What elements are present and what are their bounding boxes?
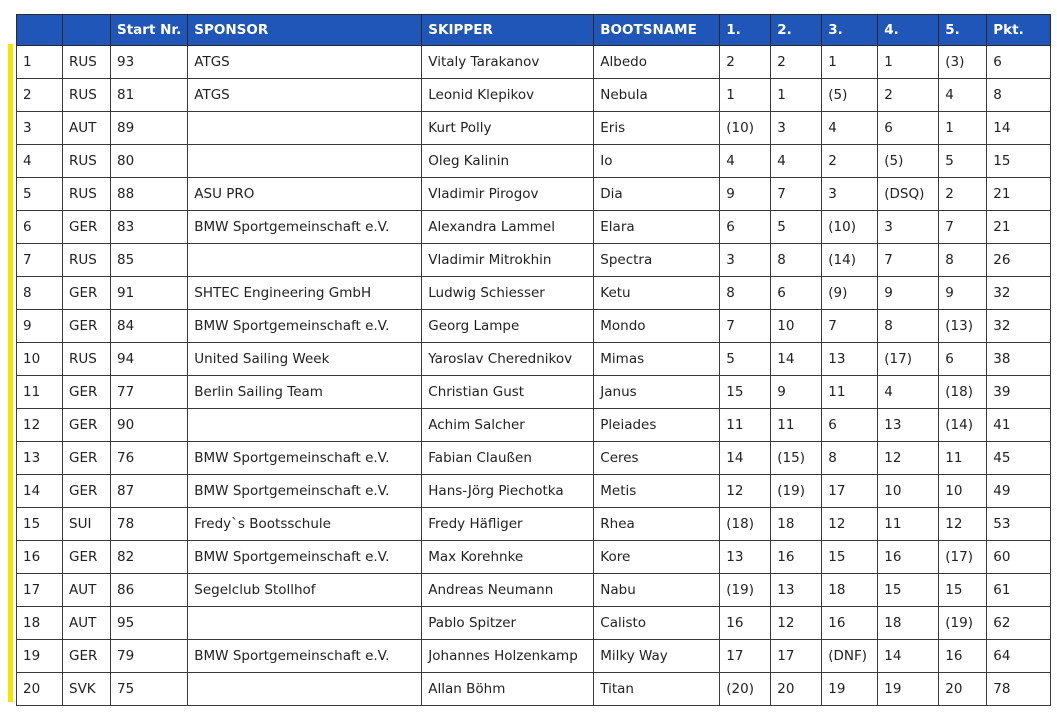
sponsor-cell: Fredy`s Bootsschule <box>188 508 422 541</box>
yellow-margin-bar <box>8 44 13 702</box>
race-3-cell: 2 <box>822 145 878 178</box>
points-cell: 78 <box>987 673 1051 706</box>
race-3-cell: 8 <box>822 442 878 475</box>
col-header-sponsor: SPONSOR <box>188 15 422 46</box>
sponsor-cell: BMW Sportgemeinschaft e.V. <box>188 541 422 574</box>
race-3-cell: 3 <box>822 178 878 211</box>
col-header-race-5: 5. <box>939 15 987 46</box>
skipper-cell: Vladimir Pirogov <box>422 178 594 211</box>
race-2-cell: 3 <box>771 112 822 145</box>
rank-cell: 7 <box>17 244 63 277</box>
race-2-cell: 8 <box>771 244 822 277</box>
points-cell: 32 <box>987 277 1051 310</box>
nation-cell: RUS <box>63 343 111 376</box>
nation-cell: RUS <box>63 244 111 277</box>
race-1-cell: 16 <box>720 607 771 640</box>
rank-cell: 10 <box>17 343 63 376</box>
points-cell: 6 <box>987 46 1051 79</box>
race-4-cell: 19 <box>878 673 939 706</box>
race-3-cell: (10) <box>822 211 878 244</box>
race-1-cell: 1 <box>720 79 771 112</box>
race-1-cell: (19) <box>720 574 771 607</box>
sponsor-cell <box>188 409 422 442</box>
race-5-cell: 9 <box>939 277 987 310</box>
points-cell: 60 <box>987 541 1051 574</box>
nation-cell: RUS <box>63 145 111 178</box>
race-4-cell: 14 <box>878 640 939 673</box>
nation-cell: GER <box>63 409 111 442</box>
sponsor-cell: SHTEC Engineering GmbH <box>188 277 422 310</box>
bootsname-cell: Calisto <box>594 607 720 640</box>
bootsname-cell: Janus <box>594 376 720 409</box>
race-1-cell: (10) <box>720 112 771 145</box>
skipper-cell: Achim Salcher <box>422 409 594 442</box>
race-5-cell: 11 <box>939 442 987 475</box>
skipper-cell: Oleg Kalinin <box>422 145 594 178</box>
race-2-cell: 18 <box>771 508 822 541</box>
table-row <box>17 541 1051 574</box>
rank-cell: 12 <box>17 409 63 442</box>
sponsor-cell: ATGS <box>188 46 422 79</box>
race-2-cell: 2 <box>771 46 822 79</box>
race-2-cell: 7 <box>771 178 822 211</box>
points-cell: 41 <box>987 409 1051 442</box>
bootsname-cell: Titan <box>594 673 720 706</box>
start-nr-cell: 88 <box>111 178 188 211</box>
sponsor-cell: BMW Sportgemeinschaft e.V. <box>188 475 422 508</box>
race-2-cell: 17 <box>771 640 822 673</box>
bootsname-cell: Metis <box>594 475 720 508</box>
rank-cell: 19 <box>17 640 63 673</box>
col-header-race-3: 3. <box>822 15 878 46</box>
bootsname-cell: Spectra <box>594 244 720 277</box>
race-4-cell: 18 <box>878 607 939 640</box>
points-cell: 64 <box>987 640 1051 673</box>
rank-cell: 6 <box>17 211 63 244</box>
race-5-cell: (3) <box>939 46 987 79</box>
points-cell: 14 <box>987 112 1051 145</box>
race-5-cell: 10 <box>939 475 987 508</box>
skipper-cell: Yaroslav Cherednikov <box>422 343 594 376</box>
race-4-cell: 16 <box>878 541 939 574</box>
race-4-cell: 11 <box>878 508 939 541</box>
sponsor-cell: BMW Sportgemeinschaft e.V. <box>188 442 422 475</box>
skipper-cell: Max Korehnke <box>422 541 594 574</box>
sponsor-cell <box>188 145 422 178</box>
sponsor-cell: United Sailing Week <box>188 343 422 376</box>
rank-cell: 4 <box>17 145 63 178</box>
bootsname-cell: Rhea <box>594 508 720 541</box>
race-2-cell: 5 <box>771 211 822 244</box>
race-5-cell: 1 <box>939 112 987 145</box>
race-5-cell: 20 <box>939 673 987 706</box>
start-nr-cell: 91 <box>111 277 188 310</box>
col-header-bootsname: BOOTSNAME <box>594 15 720 46</box>
race-3-cell: 4 <box>822 112 878 145</box>
table-row <box>17 244 1051 277</box>
sponsor-cell <box>188 112 422 145</box>
race-2-cell: (15) <box>771 442 822 475</box>
rank-cell: 15 <box>17 508 63 541</box>
bootsname-cell: Io <box>594 145 720 178</box>
race-1-cell: 3 <box>720 244 771 277</box>
sponsor-cell <box>188 673 422 706</box>
points-cell: 38 <box>987 343 1051 376</box>
col-header-points: Pkt. <box>987 15 1051 46</box>
race-1-cell: (18) <box>720 508 771 541</box>
race-1-cell: 14 <box>720 442 771 475</box>
race-3-cell: 1 <box>822 46 878 79</box>
bootsname-cell: Pleiades <box>594 409 720 442</box>
race-4-cell: (5) <box>878 145 939 178</box>
sponsor-cell: ATGS <box>188 79 422 112</box>
race-5-cell: (13) <box>939 310 987 343</box>
col-header-nation <box>63 15 111 46</box>
race-5-cell: (14) <box>939 409 987 442</box>
rank-cell: 1 <box>17 46 63 79</box>
points-cell: 32 <box>987 310 1051 343</box>
rank-cell: 18 <box>17 607 63 640</box>
table-row <box>17 178 1051 211</box>
race-5-cell: 5 <box>939 145 987 178</box>
race-3-cell: (14) <box>822 244 878 277</box>
rank-cell: 13 <box>17 442 63 475</box>
bootsname-cell: Eris <box>594 112 720 145</box>
race-1-cell: 8 <box>720 277 771 310</box>
race-4-cell: 1 <box>878 46 939 79</box>
race-1-cell: 5 <box>720 343 771 376</box>
nation-cell: GER <box>63 640 111 673</box>
race-1-cell: 4 <box>720 145 771 178</box>
nation-cell: GER <box>63 310 111 343</box>
race-1-cell: (20) <box>720 673 771 706</box>
rank-cell: 2 <box>17 79 63 112</box>
race-5-cell: 2 <box>939 178 987 211</box>
table-row <box>17 607 1051 640</box>
sponsor-cell <box>188 244 422 277</box>
bootsname-cell: Nabu <box>594 574 720 607</box>
start-nr-cell: 90 <box>111 409 188 442</box>
race-5-cell: 4 <box>939 79 987 112</box>
bootsname-cell: Milky Way <box>594 640 720 673</box>
start-nr-cell: 87 <box>111 475 188 508</box>
col-header-start-nr: Start Nr. <box>111 15 188 46</box>
table-row <box>17 376 1051 409</box>
col-header-rank <box>17 15 63 46</box>
skipper-cell: Leonid Klepikov <box>422 79 594 112</box>
nation-cell: GER <box>63 376 111 409</box>
nation-cell: GER <box>63 277 111 310</box>
skipper-cell: Ludwig Schiesser <box>422 277 594 310</box>
skipper-cell: Fabian Claußen <box>422 442 594 475</box>
race-5-cell: (19) <box>939 607 987 640</box>
race-2-cell: 20 <box>771 673 822 706</box>
bootsname-cell: Kore <box>594 541 720 574</box>
rank-cell: 8 <box>17 277 63 310</box>
sponsor-cell: BMW Sportgemeinschaft e.V. <box>188 310 422 343</box>
bootsname-cell: Ceres <box>594 442 720 475</box>
col-header-race-1: 1. <box>720 15 771 46</box>
nation-cell: SVK <box>63 673 111 706</box>
results-table <box>16 14 1051 706</box>
start-nr-cell: 79 <box>111 640 188 673</box>
points-cell: 8 <box>987 79 1051 112</box>
rank-cell: 20 <box>17 673 63 706</box>
skipper-cell: Vladimir Mitrokhin <box>422 244 594 277</box>
nation-cell: GER <box>63 211 111 244</box>
nation-cell: RUS <box>63 178 111 211</box>
race-2-cell: (19) <box>771 475 822 508</box>
results-body <box>17 46 1051 706</box>
bootsname-cell: Ketu <box>594 277 720 310</box>
table-row <box>17 475 1051 508</box>
start-nr-cell: 81 <box>111 79 188 112</box>
start-nr-cell: 86 <box>111 574 188 607</box>
start-nr-cell: 93 <box>111 46 188 79</box>
bootsname-cell: Albedo <box>594 46 720 79</box>
race-3-cell: 12 <box>822 508 878 541</box>
start-nr-cell: 82 <box>111 541 188 574</box>
points-cell: 39 <box>987 376 1051 409</box>
race-2-cell: 12 <box>771 607 822 640</box>
start-nr-cell: 83 <box>111 211 188 244</box>
table-row <box>17 112 1051 145</box>
race-1-cell: 15 <box>720 376 771 409</box>
col-header-skipper: SKIPPER <box>422 15 594 46</box>
race-5-cell: 6 <box>939 343 987 376</box>
race-5-cell: 7 <box>939 211 987 244</box>
race-2-cell: 9 <box>771 376 822 409</box>
race-1-cell: 2 <box>720 46 771 79</box>
race-2-cell: 13 <box>771 574 822 607</box>
col-header-race-4: 4. <box>878 15 939 46</box>
points-cell: 15 <box>987 145 1051 178</box>
race-4-cell: (DSQ) <box>878 178 939 211</box>
start-nr-cell: 75 <box>111 673 188 706</box>
bootsname-cell: Dia <box>594 178 720 211</box>
start-nr-cell: 85 <box>111 244 188 277</box>
nation-cell: SUI <box>63 508 111 541</box>
skipper-cell: Fredy Häfliger <box>422 508 594 541</box>
race-4-cell: 7 <box>878 244 939 277</box>
race-2-cell: 10 <box>771 310 822 343</box>
nation-cell: RUS <box>63 79 111 112</box>
race-3-cell: 19 <box>822 673 878 706</box>
sponsor-cell: Segelclub Stollhof <box>188 574 422 607</box>
skipper-cell: Allan Böhm <box>422 673 594 706</box>
table-row <box>17 145 1051 178</box>
table-row <box>17 640 1051 673</box>
skipper-cell: Alexandra Lammel <box>422 211 594 244</box>
start-nr-cell: 80 <box>111 145 188 178</box>
sponsor-cell: ASU PRO <box>188 178 422 211</box>
race-2-cell: 14 <box>771 343 822 376</box>
points-cell: 45 <box>987 442 1051 475</box>
table-row <box>17 508 1051 541</box>
table-row <box>17 673 1051 706</box>
race-3-cell: (9) <box>822 277 878 310</box>
nation-cell: AUT <box>63 112 111 145</box>
race-4-cell: (17) <box>878 343 939 376</box>
race-1-cell: 12 <box>720 475 771 508</box>
rank-cell: 11 <box>17 376 63 409</box>
skipper-cell: Andreas Neumann <box>422 574 594 607</box>
race-5-cell: 12 <box>939 508 987 541</box>
rank-cell: 14 <box>17 475 63 508</box>
race-2-cell: 4 <box>771 145 822 178</box>
rank-cell: 17 <box>17 574 63 607</box>
table-row <box>17 46 1051 79</box>
race-2-cell: 1 <box>771 79 822 112</box>
race-1-cell: 13 <box>720 541 771 574</box>
bootsname-cell: Mondo <box>594 310 720 343</box>
race-3-cell: 16 <box>822 607 878 640</box>
race-2-cell: 6 <box>771 277 822 310</box>
race-5-cell: (17) <box>939 541 987 574</box>
nation-cell: AUT <box>63 607 111 640</box>
points-cell: 62 <box>987 607 1051 640</box>
start-nr-cell: 95 <box>111 607 188 640</box>
skipper-cell: Georg Lampe <box>422 310 594 343</box>
race-1-cell: 7 <box>720 310 771 343</box>
table-row <box>17 277 1051 310</box>
rank-cell: 9 <box>17 310 63 343</box>
start-nr-cell: 78 <box>111 508 188 541</box>
rank-cell: 3 <box>17 112 63 145</box>
table-row <box>17 343 1051 376</box>
race-4-cell: 13 <box>878 409 939 442</box>
race-5-cell: 8 <box>939 244 987 277</box>
race-2-cell: 11 <box>771 409 822 442</box>
skipper-cell: Kurt Polly <box>422 112 594 145</box>
table-row <box>17 310 1051 343</box>
table-row <box>17 409 1051 442</box>
race-5-cell: 15 <box>939 574 987 607</box>
race-4-cell: 15 <box>878 574 939 607</box>
col-header-race-2: 2. <box>771 15 822 46</box>
race-4-cell: 8 <box>878 310 939 343</box>
start-nr-cell: 77 <box>111 376 188 409</box>
nation-cell: AUT <box>63 574 111 607</box>
nation-cell: RUS <box>63 46 111 79</box>
sponsor-cell: BMW Sportgemeinschaft e.V. <box>188 211 422 244</box>
race-3-cell: (5) <box>822 79 878 112</box>
points-cell: 49 <box>987 475 1051 508</box>
start-nr-cell: 84 <box>111 310 188 343</box>
sponsor-cell: Berlin Sailing Team <box>188 376 422 409</box>
race-5-cell: 16 <box>939 640 987 673</box>
race-1-cell: 17 <box>720 640 771 673</box>
race-3-cell: 13 <box>822 343 878 376</box>
table-row <box>17 211 1051 244</box>
race-3-cell: 11 <box>822 376 878 409</box>
skipper-cell: Pablo Spitzer <box>422 607 594 640</box>
rank-cell: 5 <box>17 178 63 211</box>
table-row <box>17 79 1051 112</box>
race-4-cell: 3 <box>878 211 939 244</box>
race-4-cell: 12 <box>878 442 939 475</box>
race-4-cell: 6 <box>878 112 939 145</box>
header-row <box>17 15 1051 46</box>
race-3-cell: 18 <box>822 574 878 607</box>
bootsname-cell: Elara <box>594 211 720 244</box>
skipper-cell: Christian Gust <box>422 376 594 409</box>
sponsor-cell: BMW Sportgemeinschaft e.V. <box>188 640 422 673</box>
rank-cell: 16 <box>17 541 63 574</box>
race-2-cell: 16 <box>771 541 822 574</box>
race-3-cell: 17 <box>822 475 878 508</box>
skipper-cell: Hans-Jörg Piechotka <box>422 475 594 508</box>
points-cell: 61 <box>987 574 1051 607</box>
race-3-cell: 7 <box>822 310 878 343</box>
table-row <box>17 574 1051 607</box>
points-cell: 26 <box>987 244 1051 277</box>
race-3-cell: (DNF) <box>822 640 878 673</box>
race-1-cell: 6 <box>720 211 771 244</box>
race-4-cell: 9 <box>878 277 939 310</box>
race-4-cell: 2 <box>878 79 939 112</box>
start-nr-cell: 94 <box>111 343 188 376</box>
start-nr-cell: 89 <box>111 112 188 145</box>
race-4-cell: 10 <box>878 475 939 508</box>
table-row <box>17 442 1051 475</box>
start-nr-cell: 76 <box>111 442 188 475</box>
race-4-cell: 4 <box>878 376 939 409</box>
nation-cell: GER <box>63 541 111 574</box>
nation-cell: GER <box>63 475 111 508</box>
bootsname-cell: Mimas <box>594 343 720 376</box>
points-cell: 21 <box>987 178 1051 211</box>
bootsname-cell: Nebula <box>594 79 720 112</box>
skipper-cell: Vitaly Tarakanov <box>422 46 594 79</box>
skipper-cell: Johannes Holzenkamp <box>422 640 594 673</box>
sponsor-cell <box>188 607 422 640</box>
race-3-cell: 6 <box>822 409 878 442</box>
race-3-cell: 15 <box>822 541 878 574</box>
race-5-cell: (18) <box>939 376 987 409</box>
points-cell: 21 <box>987 211 1051 244</box>
nation-cell: GER <box>63 442 111 475</box>
points-cell: 53 <box>987 508 1051 541</box>
race-1-cell: 9 <box>720 178 771 211</box>
race-1-cell: 11 <box>720 409 771 442</box>
